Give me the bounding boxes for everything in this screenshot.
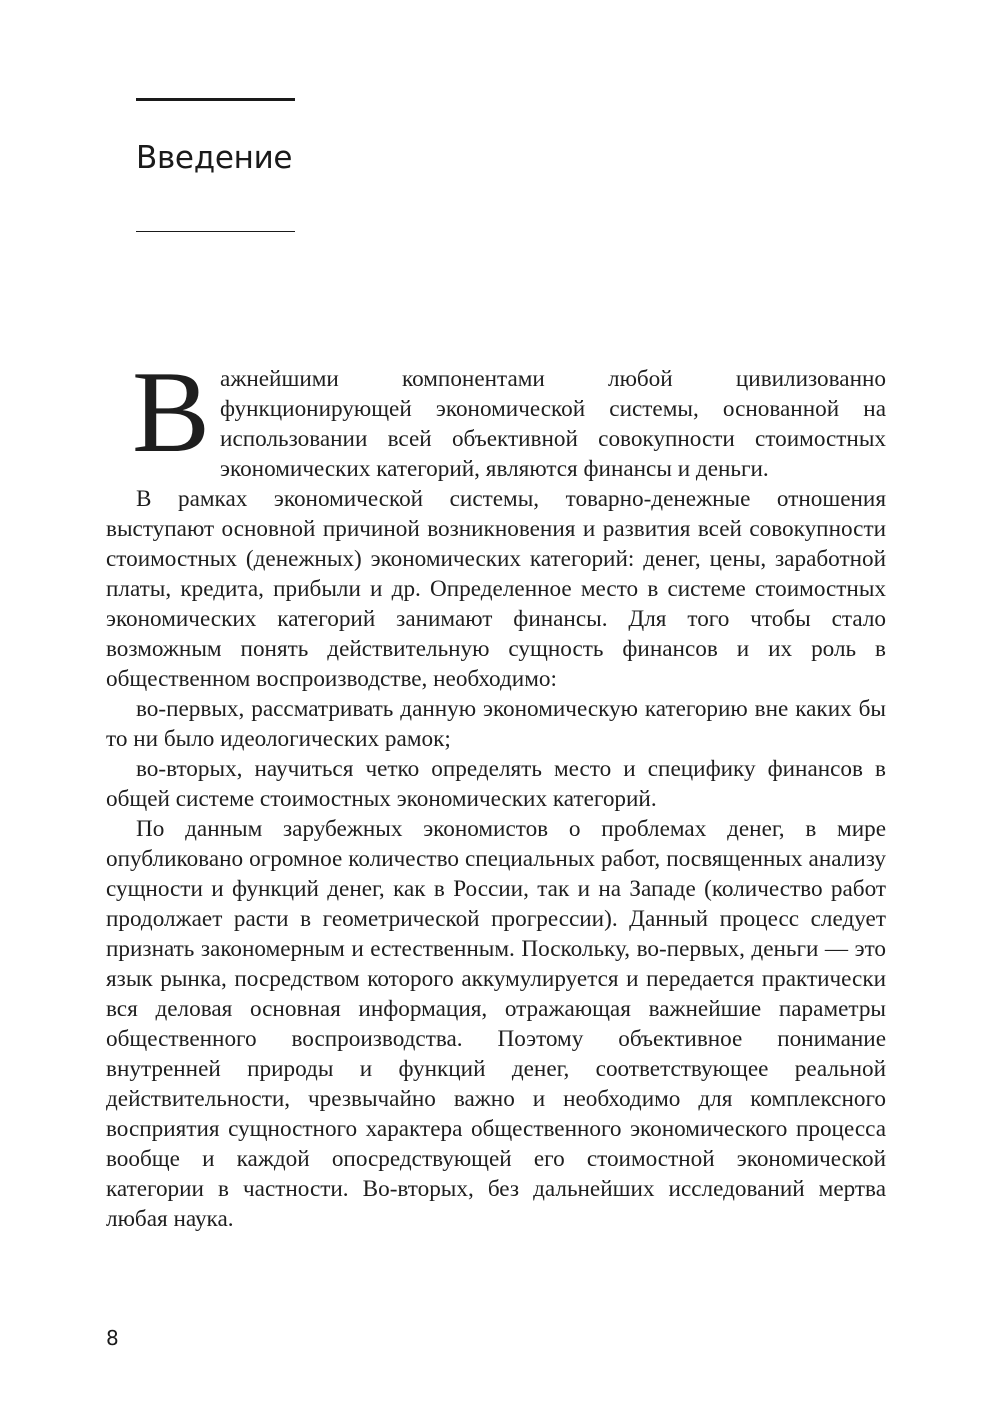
body-text	[106, 348, 886, 1234]
paragraph-first-point: во-первых, рассматривать данную экономическую категорию вне каких бы то ни было идеологических рамок;	[106, 696, 886, 752]
title-rule-bottom	[136, 231, 295, 232]
paragraph-intro-text: ажнейшими компонентами любой цивилизованно функционирующей экономической системы, основанной на использовании всей объективной совокупности стоимостных экономических категорий, являются финансы и деньги.	[220, 366, 886, 482]
page-number: 8	[106, 1326, 119, 1350]
paragraph-second-point: во-вторых, научиться четко определять место и специфику финансов в общей системе стоимостных экономических категорий.	[106, 756, 886, 812]
paragraph-intro	[106, 348, 886, 484]
title-rule-top	[136, 98, 295, 101]
drop-cap: В	[132, 348, 211, 477]
chapter-title: Введение	[136, 140, 293, 176]
paragraph-market-relations: В рамках экономической системы, товарно-денежные отношения выступают основной причиной возникновения и развития всей совокупности стоимостных (денежных) экономических категорий: денег, цены, заработной платы, кредита, прибыли и др. Определенное место в системе стоимостных экономических категорий занимают финансы. Для того чтобы стало возможным понять действительную сущность финансов и их роль в общественном воспроизводстве, необходимо:	[106, 486, 886, 692]
paragraph-foreign-economists: По данным зарубежных экономистов о проблемах денег, в мире опубликовано огромное количество специальных работ, посвященных анализу сущности и функций денег, как в России, так и на Западе (количество работ продолжает расти в геометрической прогрессии). Данный процесс следует признать закономерным и естественным. Поскольку, во-первых, деньги — это язык рынка, посредством которого аккумулируется и передается практически вся деловая основная информация, отражающая важнейшие параметры общественного воспроизводства. Поэтому объективное понимание внутренней природы и функций денег, соответствующее реальной действительности, чрезвычайно важно и необходимо для комплексного восприятия сущностного характера общественного экономического процесса вообще и каждой опосредствующей его стоимостной экономической категории в частности. Во-вторых, без дальнейших исследований мертва любая наука.	[106, 816, 886, 1232]
